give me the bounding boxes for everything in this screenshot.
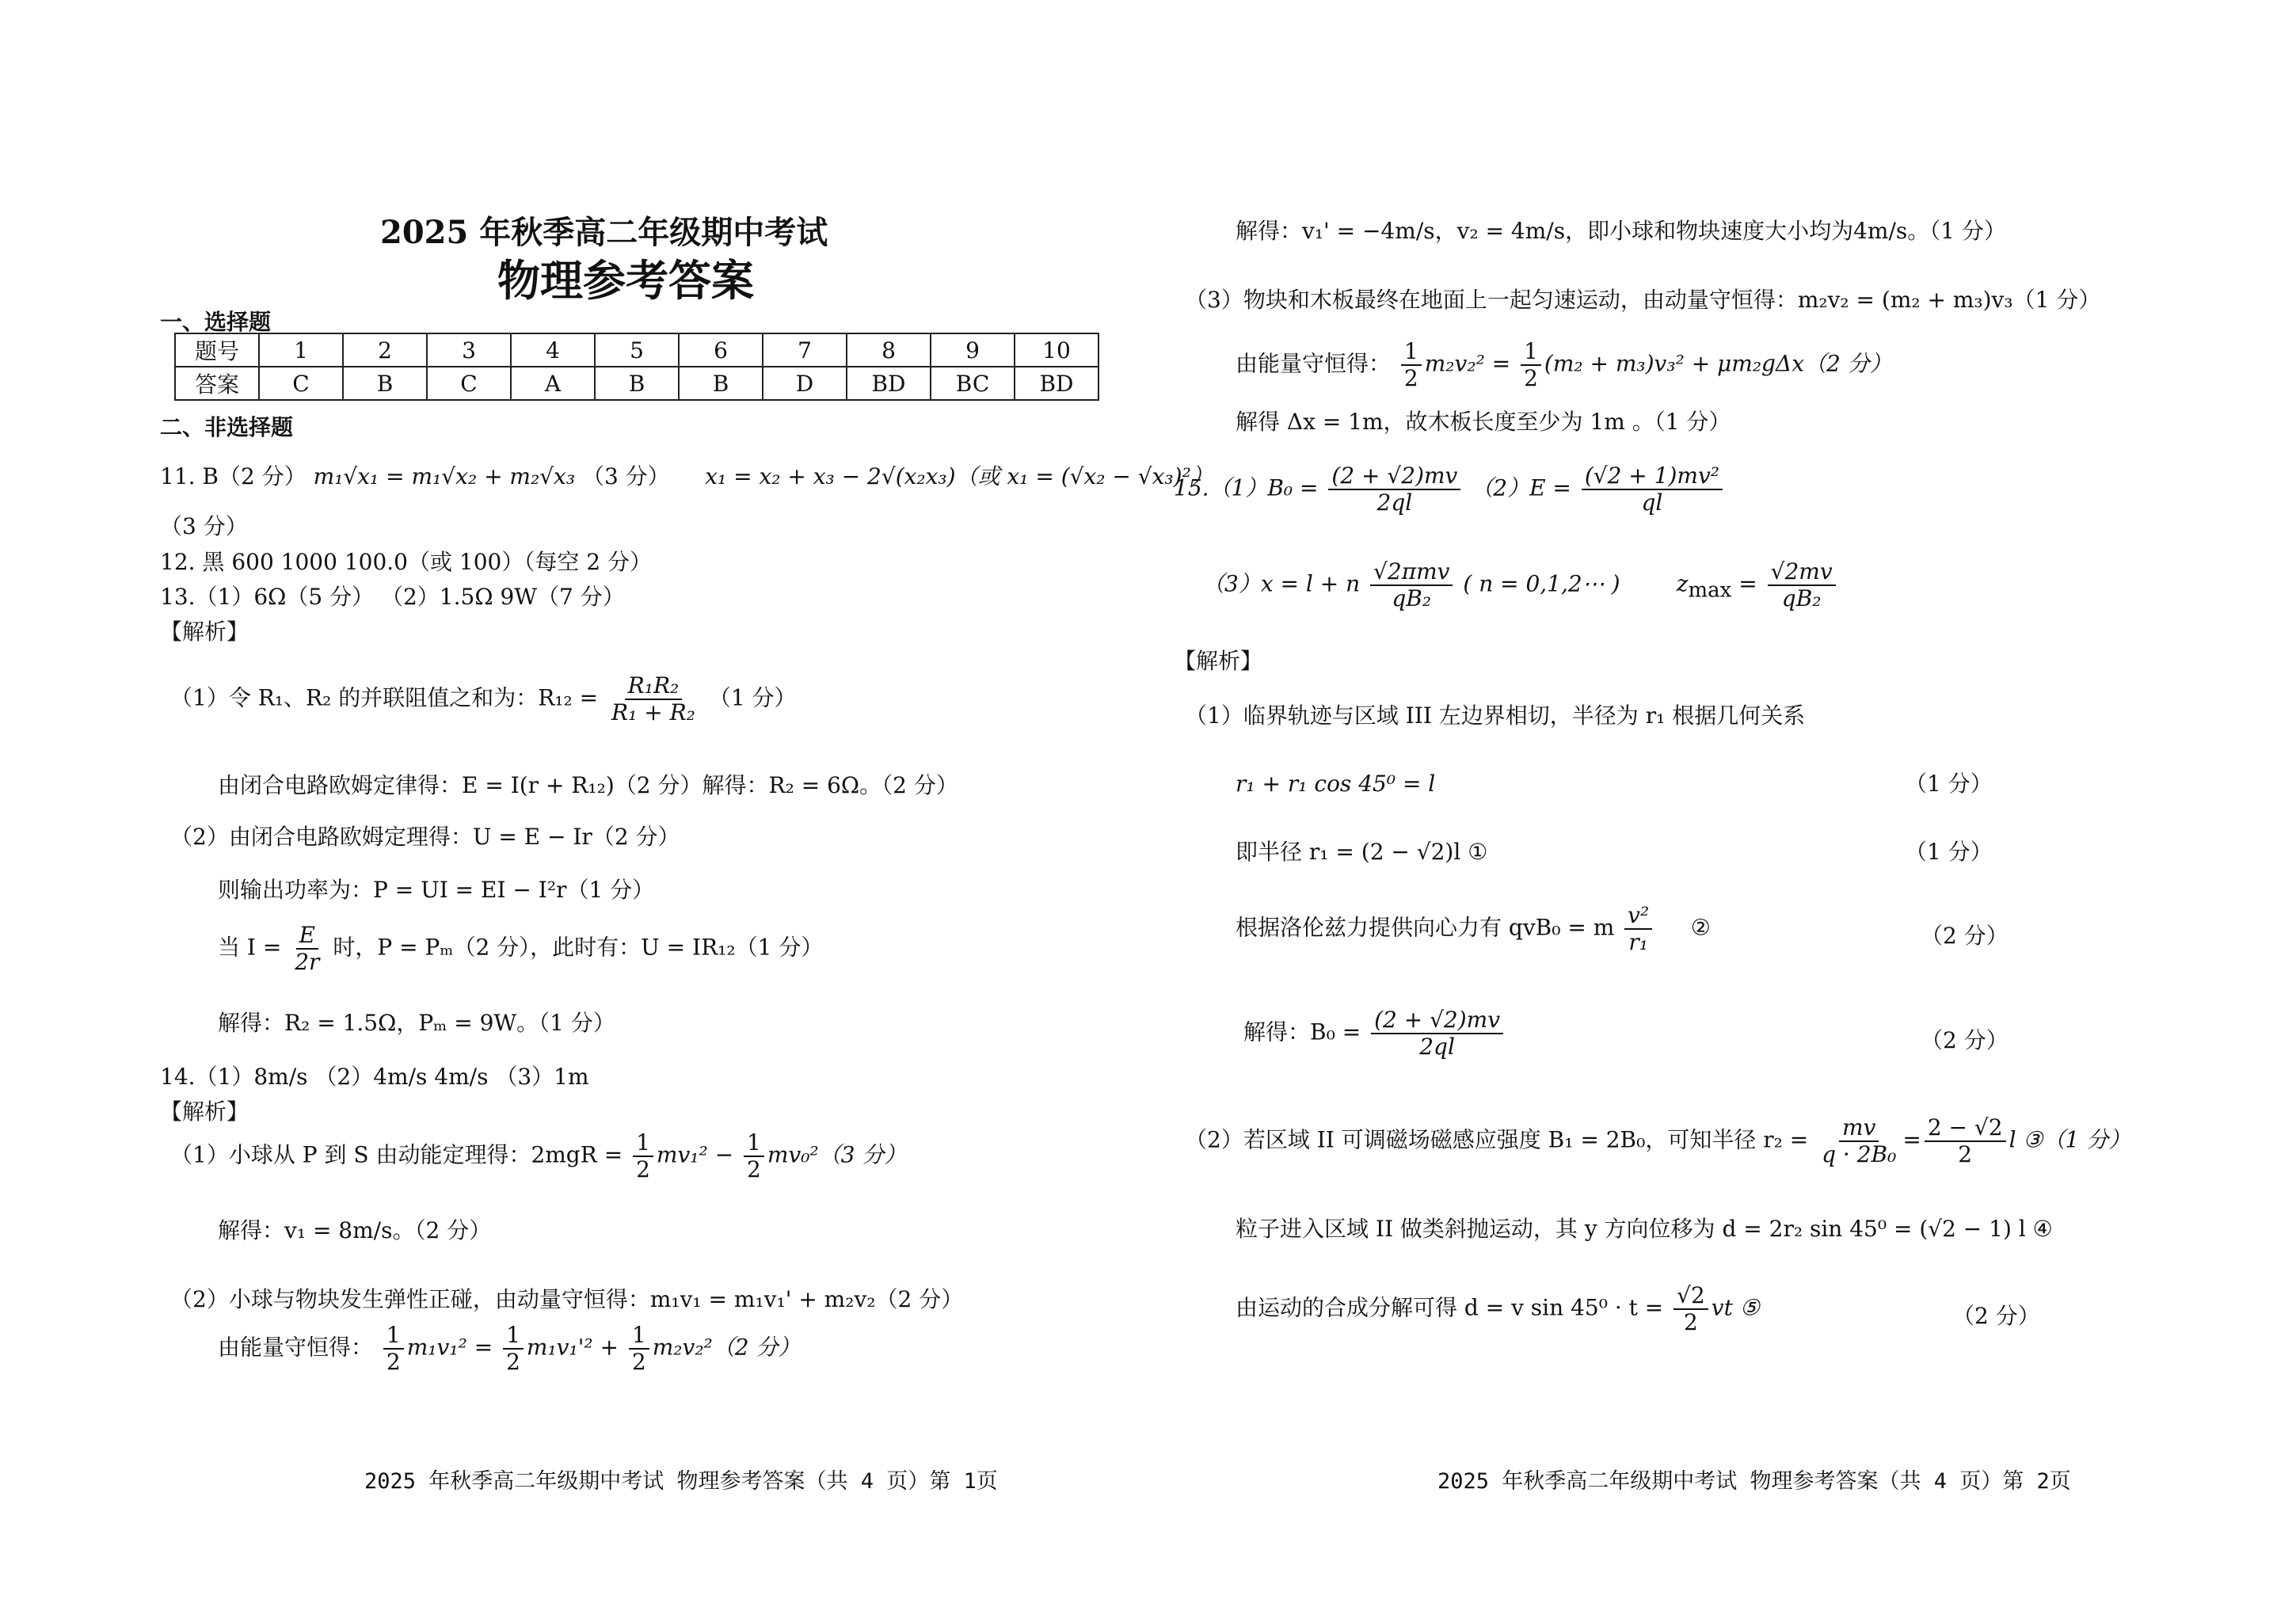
table-cell: 8 <box>847 333 931 367</box>
fraction <box>503 1323 524 1375</box>
q11-line <box>160 463 1213 490</box>
denominator: 2 <box>747 1156 761 1183</box>
q14-step-4 <box>218 1323 801 1375</box>
q14-step-4-text: 由能量守恒得： <box>218 1334 374 1361</box>
q13-step-2: 由闭合电路欧姆定律得：E = I(r + R₁₂)（2 分）解得：R₂ = 6Ω。（2 分） <box>218 772 958 798</box>
z-subscript: max <box>1688 578 1732 603</box>
table-cell: B <box>343 367 427 400</box>
q15-answer-1 <box>1174 463 1726 516</box>
q15-step-6: （2）若区域 II 可调磁场磁感应强度 B₁ = 2B₀，可知半径 r₂ = $\frac{mv}{\text{q · 2B₀}}$ = $\frac{2 - √2}{2}$ l ③（1 分） <box>1185 1114 2131 1168</box>
q11-equation-2: x₁ = x₂ + x₃ − 2√(x₂x₃)（或 x₁ = (√x₂ − √x₃)²） <box>705 463 1213 489</box>
numerator: 1 <box>744 1130 764 1157</box>
table-cell: 1 <box>259 333 343 367</box>
denominator: 2 <box>1958 1141 1973 1168</box>
numerator: (2 + √2)mv <box>1328 463 1460 490</box>
analysis-heading-2: 【解析】 <box>160 1098 249 1125</box>
fraction <box>1768 559 1836 611</box>
fraction <box>1371 1007 1503 1060</box>
numerator: 1 <box>1401 339 1422 366</box>
q14-part-3: （3）物块和木板最终在地面上一起匀速运动，由动量守恒得：m₂v₂ = (m₂ + m₃)v₃（1 分） <box>1185 287 2101 313</box>
q15-step-5 <box>1243 1007 1506 1060</box>
fraction <box>1818 1115 1899 1167</box>
answer-title: 物理参考答案 <box>497 255 754 306</box>
table-cell: 4 <box>511 333 595 367</box>
q11-equation: m₁√x₁ = m₁√x₂ + m₂√x₃ <box>313 463 576 489</box>
term: m₂v₂² = <box>1424 350 1511 377</box>
fraction <box>608 673 699 725</box>
q15-part-3: （3）x = l + n <box>1202 570 1361 597</box>
denominator: qB₂ <box>1392 585 1432 612</box>
fraction <box>1673 1283 1708 1335</box>
numerator: mv <box>1839 1115 1879 1142</box>
table-row <box>175 333 1099 367</box>
denominator: r₁ <box>1628 929 1648 956</box>
denominator: 2 <box>386 1349 401 1376</box>
numerator: 1 <box>503 1323 524 1350</box>
term: mv₁² − <box>656 1141 734 1168</box>
score: （1 分） <box>708 684 797 711</box>
denominator: qB₂ <box>1781 585 1822 612</box>
fraction <box>1582 463 1723 516</box>
denominator: 2 <box>631 1349 646 1376</box>
q13-step-3: （2）由闭合电路欧姆定理得：U = E − Ir（2 分） <box>170 824 680 850</box>
table-cell: BD <box>847 367 931 400</box>
q15-step-8-score: （2 分） <box>1952 1303 2040 1329</box>
exam-title: 2025 年秋季高二年级期中考试 <box>380 214 828 251</box>
term: m₁v₁'² + <box>526 1334 619 1361</box>
table-cell: C <box>427 367 511 400</box>
fraction <box>291 923 322 975</box>
denominator: 2 <box>1684 1309 1698 1336</box>
table-cell: 5 <box>595 333 679 367</box>
denominator: 2 <box>1403 365 1418 392</box>
numerator: 1 <box>629 1323 649 1350</box>
q14-step-3: （2）小球与物块发生弹性正碰，由动量守恒得：m₁v₁ = m₁v₁' + m₂v₂（2 分） <box>170 1286 964 1312</box>
table-cell: 2 <box>343 333 427 367</box>
energy-equation <box>1236 339 1892 391</box>
q15-step-5-score: （2 分） <box>1921 1027 2009 1053</box>
energy-text: 由能量守恒得： <box>1236 350 1392 377</box>
q13-answer: 13.（1）6Ω（5 分） （2）1.5Ω 9W（7 分） <box>160 584 625 610</box>
denominator: ql <box>1641 489 1663 516</box>
term: m₁v₁² = <box>406 1334 493 1361</box>
numerator: 2 − √2 <box>1925 1115 2006 1142</box>
numerator: √2πmv <box>1370 559 1453 586</box>
table-cell: BC <box>931 367 1015 400</box>
analysis-heading-3: 【解析】 <box>1174 648 1263 674</box>
q11-answer: 11. B（2 分） <box>160 463 307 489</box>
q15-step-2: r₁ + r₁ cos 45⁰ = l <box>1236 771 1436 797</box>
q13-step-1-text: （1）令 R₁、R₂ 的并联阻值之和为：R₁₂ = <box>170 684 599 711</box>
q12-answer: 12. 黑 600 1000 100.0（或 100）（每空 2 分） <box>160 549 652 575</box>
table-row <box>175 367 1099 400</box>
fraction <box>383 1323 404 1375</box>
table-cell: A <box>511 367 595 400</box>
term: (m₂ + m₃)v₃² + μm₂gΔx（2 分） <box>1544 350 1892 377</box>
q11-score-2: （3 分） <box>160 513 248 539</box>
q15-step-6-text: （2）若区域 II 可调磁场磁感应强度 B₁ = 2B₀，可知半径 r₂ = <box>1185 1126 1809 1153</box>
numerator: (2 + √2)mv <box>1371 1007 1503 1034</box>
q15-label: 15.（1）B₀ = <box>1174 474 1319 501</box>
q15-step-8-rest: vt ⑤ <box>1711 1294 1760 1321</box>
marker-2: ② <box>1690 914 1711 941</box>
denominator: 2ql <box>1419 1034 1455 1060</box>
q15-step-1: （1）临界轨迹与区域 III 左边界相切，半径为 r₁ 根据几何关系 <box>1185 702 1806 729</box>
z-symbol: z <box>1676 570 1689 597</box>
answer-table <box>174 333 1099 401</box>
numerator: E <box>296 923 318 950</box>
q14-step-1 <box>170 1130 906 1182</box>
q15-step-4 <box>1236 903 1711 955</box>
numerator: 1 <box>383 1323 404 1350</box>
board-length: 解得 Δx = 1m，故木板长度至少为 1m 。（1 分） <box>1236 409 1731 435</box>
table-cell: 7 <box>763 333 847 367</box>
q11-score: （3 分） <box>581 463 670 489</box>
q15-step-7: 粒子进入区域 II 做类斜抛运动，其 y 方向位移为 d = 2r₂ sin 45⁰ = (√2 − 1) l ④ <box>1236 1216 2053 1242</box>
numerator: v² <box>1624 903 1652 930</box>
q13-step-5-rest: 时，P = Pₘ（2 分），此时有：U = IR₁₂（1 分） <box>333 934 824 961</box>
numerator: √2mv <box>1768 559 1836 586</box>
q15-range: ( n = 0,1,2⋯ ) <box>1463 570 1620 597</box>
q15-step-8-text: 由运动的合成分解可得 d = v sin 45⁰ · t = <box>1236 1294 1664 1321</box>
denominator: R₁ + R₂ <box>611 699 695 726</box>
term: m₂v₂²（2 分） <box>652 1334 801 1361</box>
analysis-heading: 【解析】 <box>160 619 249 645</box>
fraction <box>1370 559 1453 611</box>
denominator: 2 <box>1524 365 1538 392</box>
q14-step-2: 解得：v₁ = 8m/s。（2 分） <box>218 1217 492 1243</box>
q14-step-1-text: （1）小球从 P 到 S 由动能定理得：2mgR = <box>170 1141 623 1168</box>
numerator: (√2 + 1)mv² <box>1582 463 1723 490</box>
numerator: 1 <box>633 1130 653 1157</box>
fraction <box>1521 339 1541 391</box>
table-cell: 题号 <box>175 333 259 367</box>
table-cell: 6 <box>679 333 763 367</box>
page-footer-2: 2025 年秋季高二年级期中考试 物理参考答案（共 4 页）第 2页 <box>1437 1469 2071 1494</box>
q15-step-2-score: （1 分） <box>1905 771 1993 797</box>
denominator: 2 <box>506 1349 520 1376</box>
table-cell: 10 <box>1015 333 1099 367</box>
q13-step-1 <box>170 673 797 725</box>
q14-result: 解得：v₁' = −4m/s，v₂ = 4m/s，即小球和物块速度大小均为4m/s。（1 分） <box>1236 218 2006 244</box>
table-cell: 3 <box>427 333 511 367</box>
table-cell: B <box>679 367 763 400</box>
q15-step-3-score: （1 分） <box>1905 839 1993 865</box>
q15-step-5-text: 解得：B₀ = <box>1243 1019 1361 1045</box>
fraction <box>633 1130 653 1182</box>
q13-step-6: 解得：R₂ = 1.5Ω，Pₘ = 9W。（1 分） <box>218 1010 615 1036</box>
table-cell: 9 <box>931 333 1015 367</box>
q15-step-8 <box>1236 1283 1760 1335</box>
table-cell: 答案 <box>175 367 259 400</box>
fraction <box>629 1323 649 1375</box>
denominator: 2 <box>636 1156 650 1183</box>
fraction <box>744 1130 764 1182</box>
q15-part-2: （2）E = <box>1471 474 1571 501</box>
fraction <box>1624 903 1652 955</box>
term: mv₀²（3 分） <box>767 1141 907 1168</box>
fraction <box>1925 1115 2006 1167</box>
q15-answer-3: （3）x = l + n $\frac{\text{√2πmv}}{\text{qB₂}}$ ( n = 0,1,2⋯ ) $z_{max}$ = $\frac{√2mv}{\text{qB₂}}$ <box>1202 559 1839 611</box>
fraction <box>1401 339 1422 391</box>
table-cell: D <box>763 367 847 400</box>
page-footer-1: 2025 年秋季高二年级期中考试 物理参考答案（共 4 页）第 1页 <box>364 1469 998 1494</box>
q13-step-5-text: 当 I = <box>218 934 282 961</box>
denominator: 2ql <box>1376 489 1413 516</box>
denominator: 2r <box>295 949 320 976</box>
numerator: R₁R₂ <box>625 673 683 700</box>
q15-step-4-text: 根据洛伦兹力提供向心力有 qvB₀ = m <box>1236 914 1615 941</box>
section-choice: 一、选择题 <box>160 309 272 335</box>
q15-step-6-rest: l ③（1 分） <box>2009 1126 2131 1153</box>
q15-step-3: 即半径 r₁ = (2 − √2)l ① <box>1236 839 1488 865</box>
table-cell: B <box>595 367 679 400</box>
numerator: 1 <box>1521 339 1541 366</box>
q14-answer: 14.（1）8m/s （2）4m/s 4m/s （3）1m <box>160 1064 589 1090</box>
q13-step-4: 则输出功率为：P = UI = EI − I²r（1 分） <box>218 877 655 903</box>
table-cell: BD <box>1015 367 1099 400</box>
q13-step-5 <box>218 923 823 975</box>
q15-step-4-score: （2 分） <box>1921 923 2009 949</box>
section-nonchoice: 二、非选择题 <box>160 414 294 440</box>
numerator: √2 <box>1673 1283 1708 1310</box>
table-cell: C <box>259 367 343 400</box>
denominator: q · 2B₀ <box>1822 1141 1897 1168</box>
fraction <box>1328 463 1460 516</box>
